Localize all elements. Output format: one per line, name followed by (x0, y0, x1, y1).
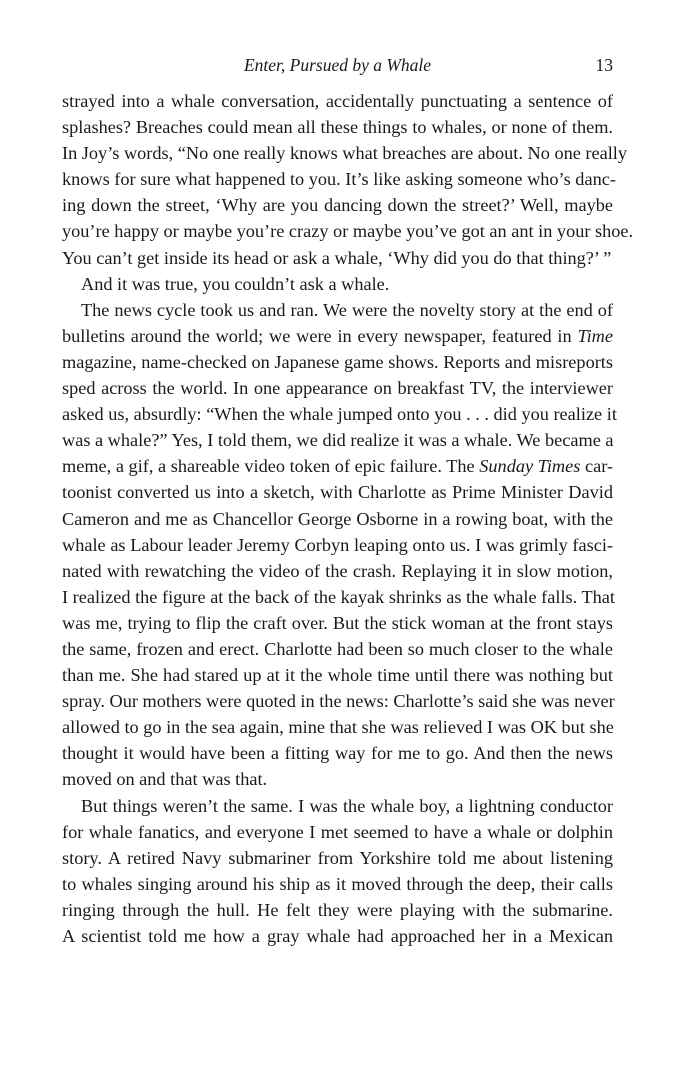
running-head (62, 52, 613, 78)
text-line: spray. Our mothers were quoted in the news: Charlotte’s said she was never (62, 691, 615, 712)
text-line: ringing through the hull. He felt they were playing with the submarine. (62, 899, 613, 920)
text-run: meme, a gif, a shareable video token of epic failure. The (62, 456, 480, 477)
page-number: 13 (595, 55, 613, 75)
text-line: whale as Labour leader Jeremy Corbyn leaping onto us. I was grimly fasci- (62, 534, 613, 555)
text-line: Cameron and me as Chancellor George Osborne in a rowing boat, with the (62, 508, 613, 529)
text-line: than me. She had stared up at it the whole time until there was nothing but (62, 665, 613, 686)
text-line: nated with rewatching the video of the crash. Replaying it in slow motion, (62, 560, 613, 581)
text-line (62, 453, 613, 479)
text-line: for whale fanatics, and everyone I met seemed to have a whale or dolphin (62, 821, 613, 842)
text-line: moved on and that was that. (62, 769, 268, 790)
text-line: magazine, name-checked on Japanese game shows. Reports and misreports (62, 351, 613, 372)
text-line: A scientist told me how a gray whale had approached her in a Mexican (62, 926, 613, 946)
text-line: And it was true, you couldn’t ask a whale. (81, 273, 390, 294)
body-text (62, 88, 634, 949)
text-line: The news cycle took us and ran. We were the novelty story at the end of (81, 299, 613, 320)
text-line: to whales singing around his ship as it moved through the deep, their calls (62, 873, 613, 894)
text-line (62, 323, 613, 349)
text-line: asked us, absurdly: “When the whale jumped onto you . . . did you realize it (62, 404, 617, 425)
running-head-title: Enter, Pursued by a Whale (243, 55, 432, 75)
text-line: ing down the street, ‘Why are you dancing down the street?’ Well, maybe (62, 195, 613, 216)
text-line: But things weren’t the same. I was the whale boy, a lightning conductor (81, 795, 613, 816)
text-line: splashes? Breaches could mean all these things to whales, or none of them. (62, 117, 613, 138)
text-run: bulletins around the world; we were in every newspaper, featured in (62, 325, 578, 346)
text-run: car- (580, 456, 613, 477)
text-line: I realized the figure at the back of the kayak shrinks as the whale falls. That (62, 586, 615, 607)
text-line: story. A retired Navy submariner from Yorkshire told me about listening (62, 847, 613, 868)
text-line: you’re happy or maybe you’re crazy or maybe you’ve got an ant in your shoe. (62, 221, 634, 242)
text-line: the same, frozen and erect. Charlotte had been so much closer to the whale (62, 638, 613, 659)
italic-title: Sunday Times (479, 456, 581, 477)
text-line: knows for sure what happened to you. It’s like asking someone who’s danc- (62, 169, 616, 190)
text-line: In Joy’s words, “No one really knows what breaches are about. No one really (62, 143, 628, 164)
text-line: was a whale?” Yes, I told them, we did realize it was a whale. We became a (62, 430, 614, 451)
text-line: toonist converted us into a sketch, with Charlotte as Prime Minister David (62, 482, 613, 503)
text-line: You can’t get inside its head or ask a whale, ‘Why did you do that thing?’ ” (62, 247, 612, 268)
text-line: was me, trying to flip the craft over. But the stick woman at the front stays (62, 612, 613, 633)
italic-title: Time (577, 325, 613, 346)
text-line: sped across the world. In one appearance on breakfast TV, the interviewer (62, 378, 613, 399)
text-line: strayed into a whale conversation, accidentally punctuating a sentence of (62, 91, 613, 111)
text-line: thought it would have been a fitting way for me to go. And then the news (62, 743, 613, 764)
text-line: allowed to go in the sea again, mine that she was relieved I was OK but she (62, 717, 614, 738)
